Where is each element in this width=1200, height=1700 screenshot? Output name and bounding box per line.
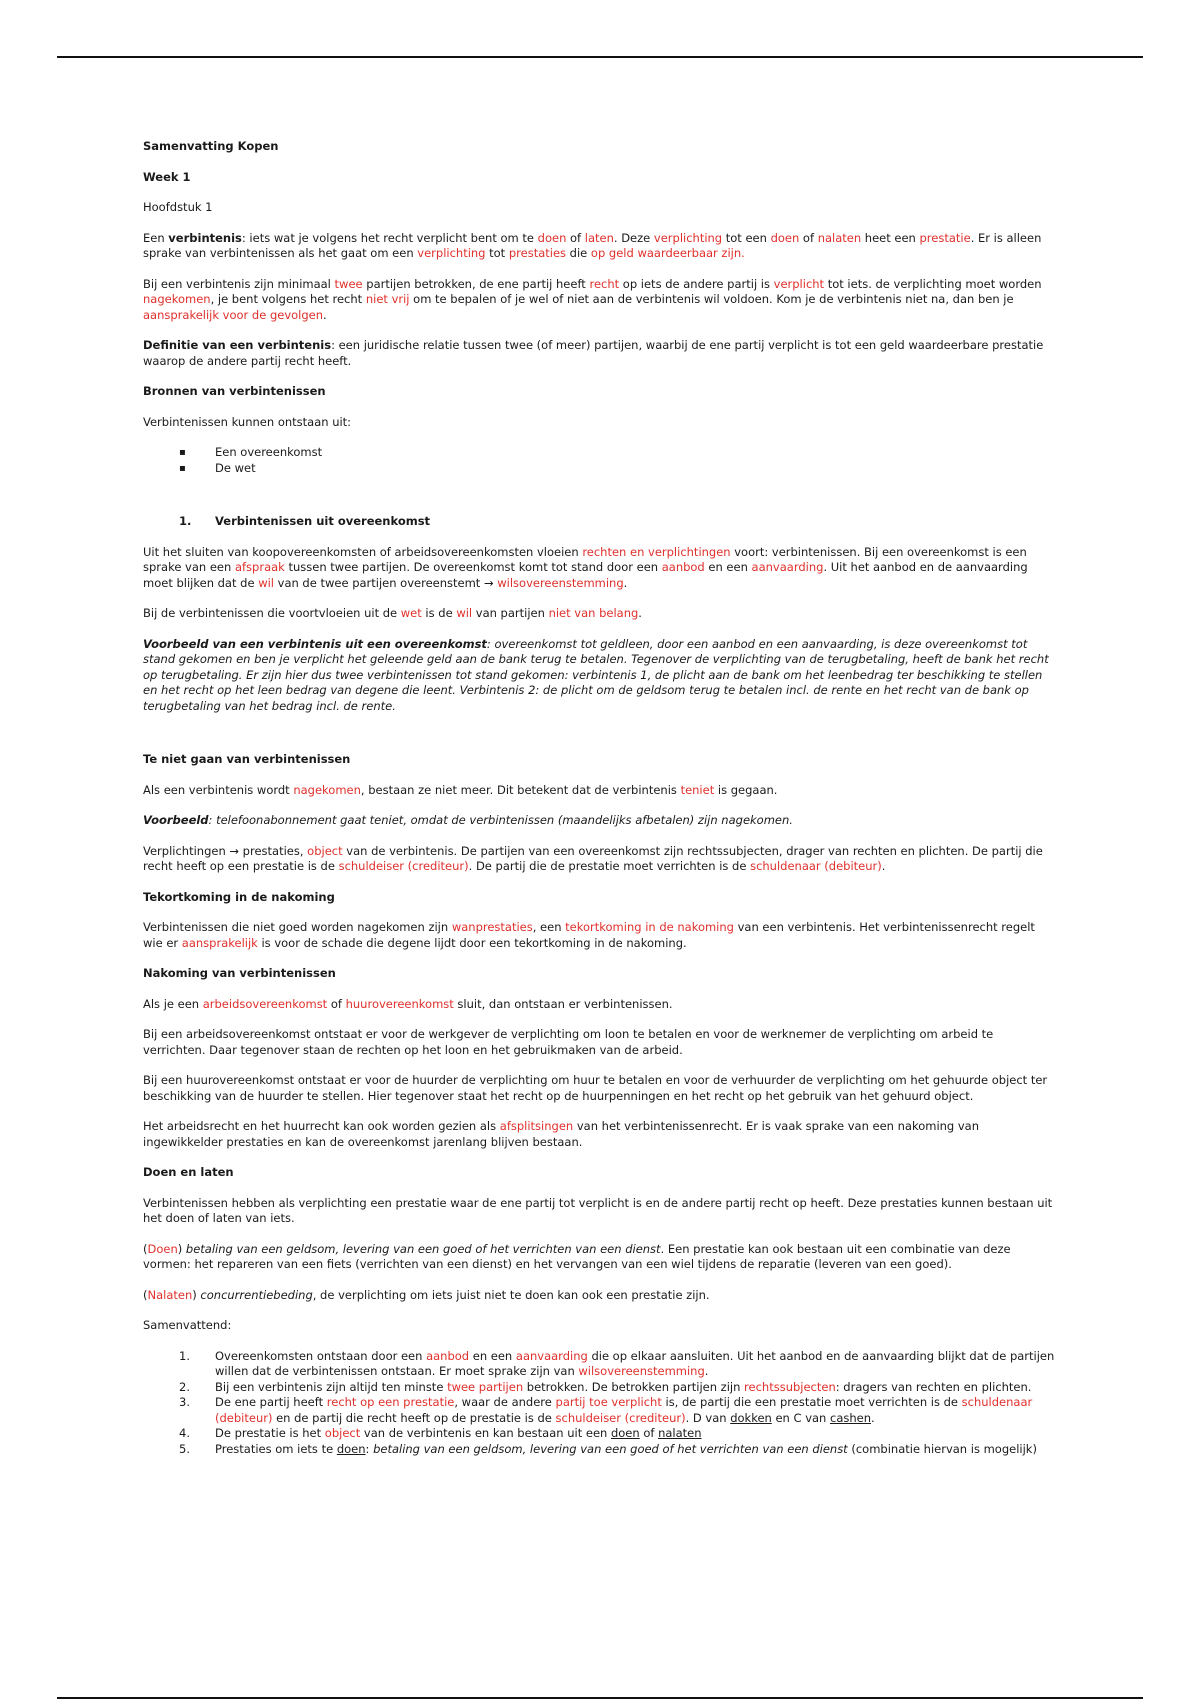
paragraph-definitie: Definitie van een verbintenis: een juridische relatie tussen twee (of meer) partijen, waarbij de ene partij verplicht is tot een geld waardeerbare prestatie waarop de andere partij recht heeft.: [143, 338, 1044, 368]
week-heading: Week 1: [143, 169, 191, 184]
heading-doen-laten: Doen en laten: [143, 1165, 234, 1179]
paragraph-nalaten: (Nalaten) concurrentiebeding, de verplichting om iets juist niet te doen kan ook een prestatie zijn.: [143, 1287, 710, 1302]
paragraph-partijen: Bij een verbintenis zijn minimaal twee partijen betrokken, de ene partij heeft recht op iets de andere partij is verplicht tot iets. de verplichting moet worden nagekomen, je bent volgens het recht niet vrij om te bepalen of je wel of niet aan de verbintenis wil voldoen. Kom je de verbintenis niet na, dan ben je aansprakelijk voor de gevolgen.: [143, 276, 1042, 322]
list-item: ▪ Een overeenkomst: [143, 445, 1057, 461]
paragraph-bronnen: Verbintenissen kunnen ontstaan uit:: [143, 414, 352, 429]
paragraph-verplichtingen: Verplichtingen → prestaties, object van de verbintenis. De partijen van een overeenkomst zijn rechtssubjecten, drager van rechten en plichten. De partij die recht heeft op een prestatie is de schuldeiser (crediteur). De partij die de prestatie moet verrichten is de schuldenaar (debiteur).: [143, 843, 1043, 873]
heading-tekortkoming: Tekortkoming in de nakoming: [143, 889, 335, 904]
paragraph-doen: (Doen) betaling van een geldsom, levering van een goed of het verrichten van een dienst. Een prestatie kan ook bestaan uit een combinatie van deze vormen: het repareren van een fiets (verrichten van een dienst) en het vervangen van een wiel tijdens de reparatie (leveren van een goed).: [143, 1241, 1011, 1271]
heading-nakoming: Nakoming van verbintenissen: [143, 966, 336, 980]
list-item: 5. Prestaties om iets te doen: betaling van een geldsom, levering van een goed of het verrichten van een dienst (combinatie hiervan is mogelijk): [179, 1441, 1037, 1456]
document-title: Samenvatting Kopen: [143, 139, 279, 153]
section-heading-1: 1. Verbintenissen uit overeenkomst: [179, 514, 431, 528]
heading-bronnen: Bronnen van verbintenissen: [143, 384, 326, 398]
paragraph-teniet: Als een verbintenis wordt nagekomen, bestaan ze niet meer. Dit betekent dat de verbintenis teniet is gegaan.: [143, 782, 778, 797]
paragraph-doen-laten: Verbintenissen hebben als verplichting een prestatie waar de ene partij tot verplicht is en de andere partij recht op heeft. Deze prestaties kunnen bestaan uit het doen of laten van iets.: [143, 1195, 1053, 1225]
paragraph-nakoming: Als je een arbeidsovereenkomst of huurovereenkomst sluit, dan ontstaan er verbintenissen.: [143, 996, 673, 1011]
paragraph-voorbeeld-overeenkomst: Voorbeeld van een verbintenis uit een overeenkomst: overeenkomst tot geldleen, door een aanbod en een aanvaarding, is deze overeenkomst tot stand gekomen en ben je verplicht het geleende geld aan de bank terug te betalen. Tegenover de verplichting van de terugbetaling, heeft de bank het recht op terugbetaling. Er zijn hier dus twee verbintenissen tot stand gekomen: verbintenis 1, de plicht aan de bank om het leenbedrag ter beschikking te stellen en het recht op het leen bedrag van degene die leent. Verbintenis 2: de plicht om de geldsom terug te betalen incl. de rente en het recht van de bank op terugbetaling van het bedrag incl. de rente.: [143, 636, 1049, 713]
list-item: 3. De ene partij heeft recht op een prestatie, waar de andere partij toe verplicht is, de partij die een prestatie moet verrichten is de schuldenaar (debiteur) en de partij die recht heeft op de prestatie is de schuldeiser (crediteur). D van dokken en C van cashen.: [179, 1395, 1033, 1425]
paragraph-huurovereenkomst: Bij een huurovereenkomst ontstaat er voor de huurder de verplichting om huur te betalen en voor de verhuurder de verplichting om het gehuurde object ter beschikking van de huurder te stellen. Hier tegenover staat het recht op de huurpenningen en het recht op het gebruik van het gehuurd object.: [143, 1073, 1048, 1103]
document-body: [143, 139, 1057, 1457]
heading-teniet: Te niet gaan van verbintenissen: [143, 752, 351, 766]
paragraph-afsplitsingen: Het arbeidsrecht en het huurrecht kan ook worden gezien als afsplitsingen van het verbintenissenrecht. Er is vaak sprake van een nakoming van ingewikkelder prestaties en kan de overeenkomst jarenlang blijven bestaan.: [143, 1119, 980, 1149]
paragraph-overeenkomst: Uit het sluiten van koopovereenkomsten of arbeidsovereenkomsten vloeien rechten en verplichtingen voort: verbintenissen. Bij een overeenkomst is een sprake van een afspraak tussen twee partijen. De overeenkomst komt tot stand door een aanbod en een aanvaarding. Uit het aanbod en de aanvaarding moet blijken dat de wil van de twee partijen overeenstemt → wilsovereenstemming.: [143, 544, 1028, 590]
paragraph-arbeidsovereenkomst: Bij een arbeidsovereenkomst ontstaat er voor de werkgever de verplichting om loon te betalen en voor de werknemer de verplichting om arbeid te verrichten. Daar tegenover staan de rechten op het loon en het gebruikmaken van de arbeid.: [143, 1027, 994, 1057]
paragraph-tekortkoming: Verbintenissen die niet goed worden nagekomen zijn wanprestaties, een tekortkoming in de nakoming van een verbintenis. Het verbintenissenrecht regelt wie er aansprakelijk is voor de schade die degene lijdt door een tekortkoming in de nakoming.: [143, 920, 1035, 950]
list-item: 4. De prestatie is het object van de verbintenis en kan bestaan uit een doen of nalaten: [179, 1426, 702, 1440]
paragraph-voorbeeld-teniet: Voorbeeld: telefoonabonnement gaat teniet, omdat de verbintenissen (maandelijks afbetalen) zijn nagekomen.: [143, 813, 793, 827]
chapter-heading: Hoofdstuk 1: [143, 200, 213, 214]
list-item: ▪ De wet: [143, 461, 1057, 477]
bottom-rule: [57, 1697, 1143, 1699]
top-rule: [57, 56, 1143, 58]
summary-list: [143, 1349, 1057, 1458]
list-item: 2. Bij een verbintenis zijn altijd ten minste twee partijen betrokken. De betrokken partijen zijn rechtssubjecten: dragers van rechten en plichten.: [179, 1379, 1032, 1394]
paragraph-verbintenis: Een verbintenis: iets wat je volgens het recht verplicht bent om te doen of laten. Deze verplichting tot een doen of nalaten heet een prestatie. Er is alleen sprake van verbintenissen als het gaat om een verplichting tot prestaties die op geld waardeerbaar zijn.: [143, 230, 1042, 260]
samenvattend-label: Samenvattend:: [143, 1318, 232, 1332]
paragraph-wet: Bij de verbintenissen die voortvloeien uit de wet is de wil van partijen niet van belang.: [143, 606, 642, 620]
bronnen-list: [143, 445, 1057, 476]
list-item: 1. Overeenkomsten ontstaan door een aanbod en een aanvaarding die op elkaar aansluiten. Uit het aanbod en de aanvaarding blijkt dat de partijen willen dat de verbintenissen ontstaan. Er moet sprake zijn van wilsovereenstemming.: [179, 1348, 1055, 1378]
